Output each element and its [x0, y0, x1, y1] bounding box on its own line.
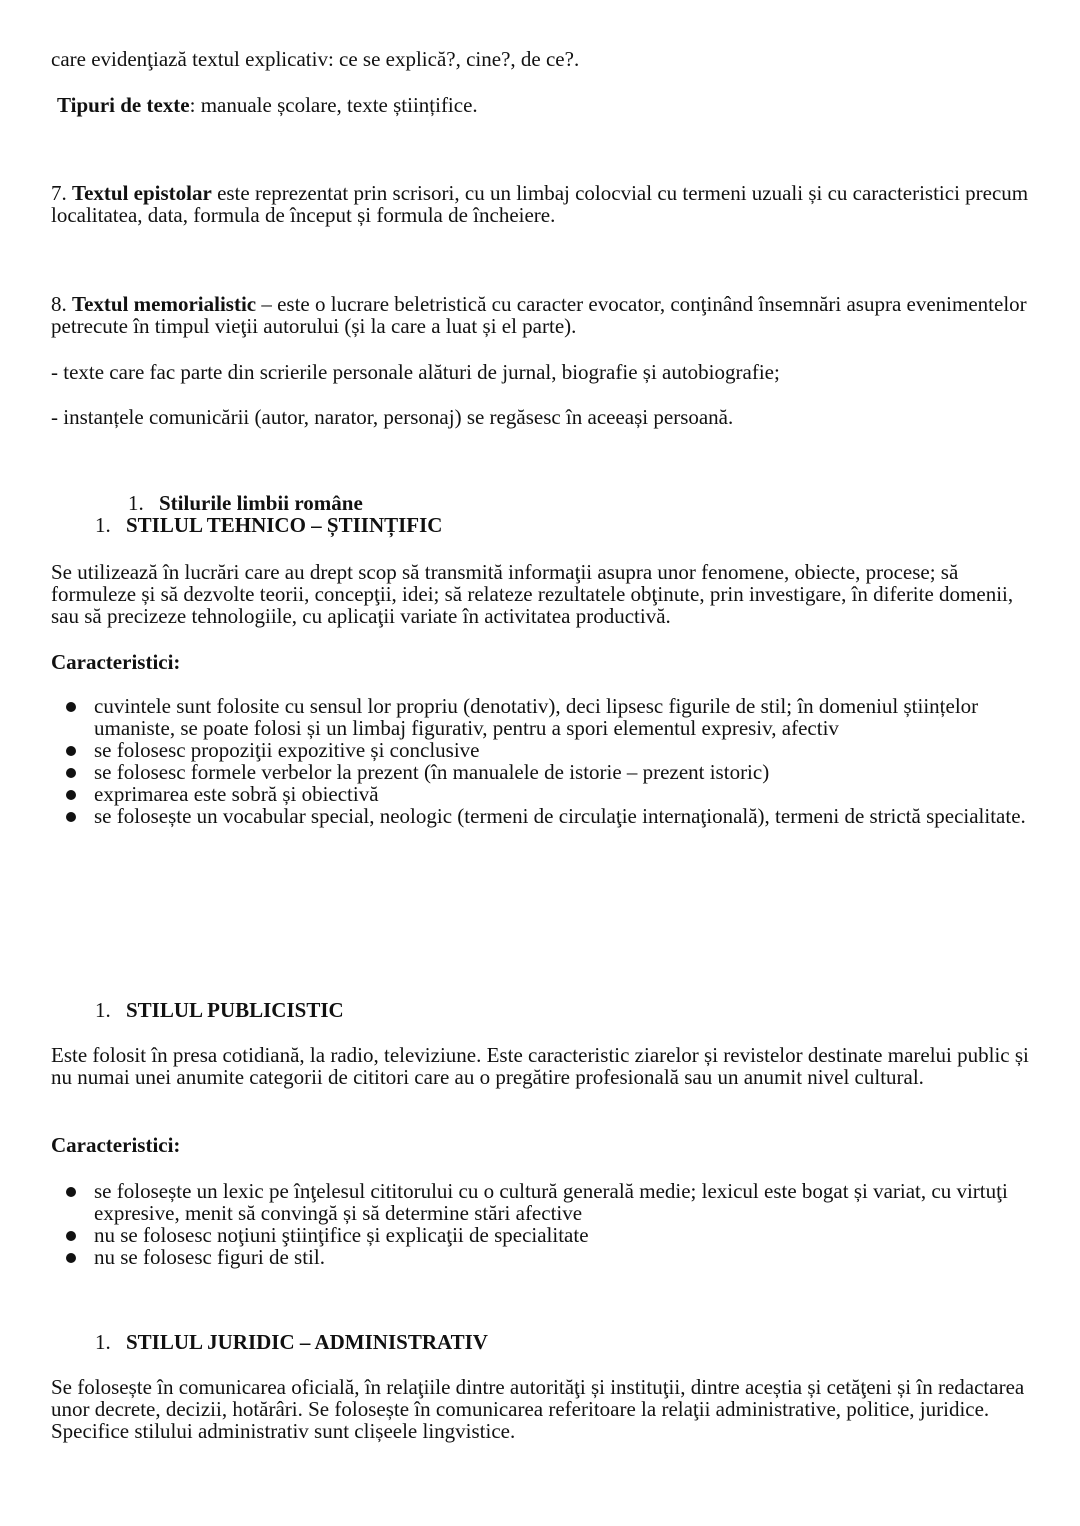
list-item: se folosesc propoziţii expozitive și conclusive	[51, 739, 1041, 761]
stiluri-title: Stilurile limbii române	[159, 491, 363, 515]
publicistic-intro	[51, 1044, 1041, 1088]
list-item: se folosește un vocabular special, neologic (termeni de circulaţie internaţională), termeni de strictă specialitate.	[51, 805, 1041, 827]
epistolar-title: Textul epistolar	[72, 181, 212, 205]
juridic-intro	[51, 1376, 1041, 1442]
juridic-number: 1.	[95, 1330, 111, 1354]
publicistic-characteristics-label	[51, 1134, 1041, 1156]
epistolar-text: este reprezentat prin scrisori, cu un limbaj colocvial cu termeni uzuali și cu caracteristici precum localitatea, data, formula de început și formula de încheiere.	[51, 181, 1029, 227]
juridic-heading	[95, 1331, 488, 1353]
tehnico-characteristics-list	[51, 695, 1041, 827]
publicistic-characteristics-list	[51, 1180, 1041, 1268]
memorialistic-text: – este o lucrare beletristică cu caracter evocator, conţinând însemnări asupra evenimentelor petrecute în timpul vieţii autorului (și la care a luat și el parte).	[51, 292, 1027, 338]
stiluri-number: 1.	[128, 491, 144, 515]
memorialistic-note-2-text: - instanțele comunicării (autor, narator, personaj) se regăsesc în aceeași persoană.	[51, 405, 734, 429]
tehnico-characteristics-label	[51, 651, 1041, 673]
tehnico-intro-text: Se utilizează în lucrări care au drept scop să transmită informaţii asupra unor fenomene, obiecte, procese; să formuleze și să dezvolte teorii, concepţii, idei; să relateze rezultatele obţinute, prin investigare, în diferite domenii, sau să precizeze tehnologiile, cu aplicaţii variate în activitatea productivă.	[51, 560, 1014, 628]
list-item: cuvintele sunt folosite cu sensul lor propriu (denotativ), deci lipsesc figurile de stil; în domeniul științelor umaniste, se poate folosi și un limbaj figurativ, pentru a spori elementul expresiv, afectiv	[51, 695, 1041, 739]
juridic-intro-text: Se folosește în comunicarea oficială, în relaţiile dintre autorităţi și instituţii, dintre aceștia și cetăţeni și în redactarea unor decrete, decizii, hotărâri. Se folosește în comunicarea referitoare la relaţii administrative, politice, juridice. Specifice stilului administrativ sunt clișeele lingvistice.	[51, 1375, 1025, 1443]
memorialistic-note-2	[51, 406, 1041, 428]
epistolar-number: 7.	[51, 181, 67, 205]
stiluri-heading	[128, 492, 363, 514]
publicistic-number: 1.	[95, 998, 111, 1022]
publicistic-intro-text: Este folosit în presa cotidiană, la radio, televiziune. Este caracteristic ziarelor și revistelor destinate marelui public și nu numai unei anumite categorii de cititori care au o pregătire profesională sau un anumit nivel cultural.	[51, 1043, 1029, 1089]
list-item: exprimarea este sobră și obiectivă	[51, 783, 1041, 805]
list-item: nu se folosesc noţiuni ştiinţifice și explicaţii de specialitate	[51, 1224, 1041, 1246]
list-item: se folosesc formele verbelor la prezent (în manualele de istorie – prezent istoric)	[51, 761, 1041, 783]
list-item: nu se folosesc figuri de stil.	[51, 1246, 1041, 1268]
epistolar-paragraph	[51, 182, 1041, 226]
tehnico-heading	[95, 514, 442, 536]
memorialistic-note-1	[51, 361, 1041, 383]
tipuri-label: Tipuri de texte	[57, 93, 190, 117]
juridic-title: STILUL JURIDIC – ADMINISTRATIV	[126, 1330, 488, 1354]
publicistic-heading	[95, 999, 344, 1021]
tipuri-text: : manuale școlare, texte științifice.	[189, 93, 478, 117]
memorialistic-number: 8.	[51, 292, 67, 316]
publicistic-title: STILUL PUBLICISTIC	[126, 998, 344, 1022]
tehnico-intro	[51, 561, 1041, 627]
intro-line	[51, 48, 1041, 70]
tipuri-texte	[57, 94, 1047, 116]
tehnico-char-label: Caracteristici:	[51, 650, 181, 674]
memorialistic-title: Textul memorialistic	[72, 292, 257, 316]
publicistic-char-label: Caracteristici:	[51, 1133, 181, 1157]
list-item: se folosește un lexic pe înţelesul cititorului cu o cultură generală medie; lexicul este bogat și variat, cu virtuţi expresive, menit să convingă și să determine stări afective	[51, 1180, 1041, 1224]
tehnico-title: STILUL TEHNICO – ȘTIINȚIFIC	[126, 513, 443, 537]
memorialistic-note-1-text: - texte care fac parte din scrierile personale alături de jurnal, biografie și autobiografie;	[51, 360, 780, 384]
tehnico-number: 1.	[95, 513, 111, 537]
memorialistic-paragraph	[51, 293, 1041, 337]
intro-text: care evidenţiază textul explicativ: ce se explică?, cine?, de ce?.	[51, 47, 580, 71]
